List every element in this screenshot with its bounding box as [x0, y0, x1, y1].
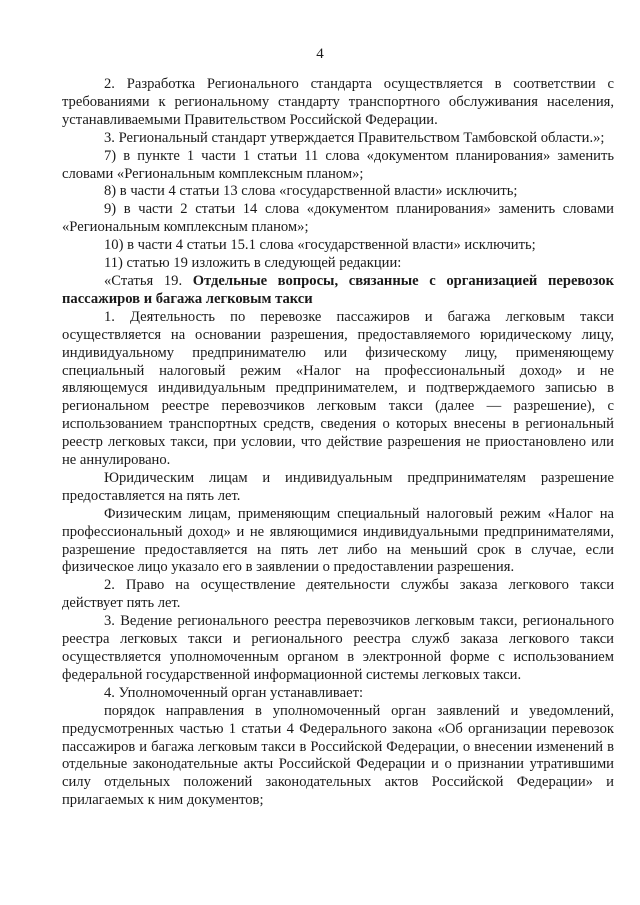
article-paragraph: 1. Деятельность по перевозке пассажиров и багажа легковым такси осуществляется на основании разрешения, предоставляемого юридическому лицу, индивидуальному предпринимателю или физическому лицу, применяющему специальный налоговый режим «Налог на профессиональный доход» и не являющемуся индивидуальным предпринимателем, и подтверждаемого записью в региональном реестре перевозчиков легковым такси (далее — разрешение), с использованием транспортных средств, сведения о которых внесены в региональный реестр легковых такси, при условии, что действие разрешения не приостановлено или не аннулировано. — [62, 308, 614, 469]
document-body — [62, 76, 614, 810]
paragraph: 2. Разработка Регионального стандарта осуществляется в соответствии с требованиями к региональному стандарту транспортного обслуживания населения, устанавливаемыми Правительством Российской Федерации. — [62, 76, 614, 128]
article-title: Отдельные вопросы, связанные с организацией перевозок пассажиров и багажа легковым такси — [62, 272, 614, 307]
paragraph: 3. Региональный стандарт утверждается Правительством Тамбовской области.»; — [104, 129, 605, 146]
article-paragraph: Физическим лицам, применяющим специальный налоговый режим «Налог на профессиональный доход» и не являющимися индивидуальными предпринимателями, разрешение предоставляется на пять лет либо на меньший срок в случае, если физическое лицо указало его в заявлении о предоставлении разрешения. — [62, 505, 614, 576]
article-prefix: «Статья 19. — [104, 272, 193, 289]
article-heading — [62, 273, 614, 309]
article-paragraph: порядок направления в уполномоченный орган заявлений и уведомлений, предусмотренных частью 1 статьи 4 Федерального закона «Об организации перевозок пассажиров и багажа легковым такси в Российской Федерации, о внесении изменений в отдельные законодательные акты Российской Федерации и о признании утратившими силу отдельных положений законодательных актов Российской Федерации» и прилагаемых к ним документов; — [62, 702, 614, 809]
paragraph: 11) статью 19 изложить в следующей редакции: — [104, 255, 402, 272]
article-paragraph: 4. Уполномоченный орган устанавливает: — [104, 684, 364, 701]
paragraph: 10) в части 4 статьи 15.1 слова «государственной власти» исключить; — [104, 237, 536, 254]
paragraph: 7) в пункте 1 части 1 статьи 11 слова «документом планирования» заменить словами «Региональным комплексным планом»; — [62, 147, 614, 182]
paragraph: 8) в части 4 статьи 13 слова «государственной власти» исключить; — [104, 183, 518, 200]
page-number: 4 — [316, 46, 324, 62]
article-paragraph: Юридическим лицам и индивидуальным предпринимателям разрешение предоставляется на пять лет. — [62, 469, 614, 504]
article-paragraph: 3. Ведение регионального реестра перевозчиков легковым такси, регионального реестра легковых такси и регионального реестра служб заказа легкового такси осуществляется уполномоченным органом в электронной форме с использованием федеральной государственной информационной системы легковых такси. — [62, 613, 614, 683]
paragraph: 9) в части 2 статьи 14 слова «документом планирования» заменить словами «Региональным комплексным планом»; — [62, 201, 614, 236]
article-paragraph: 2. Право на осуществление деятельности службы заказа легкового такси действует пять лет. — [62, 577, 614, 612]
